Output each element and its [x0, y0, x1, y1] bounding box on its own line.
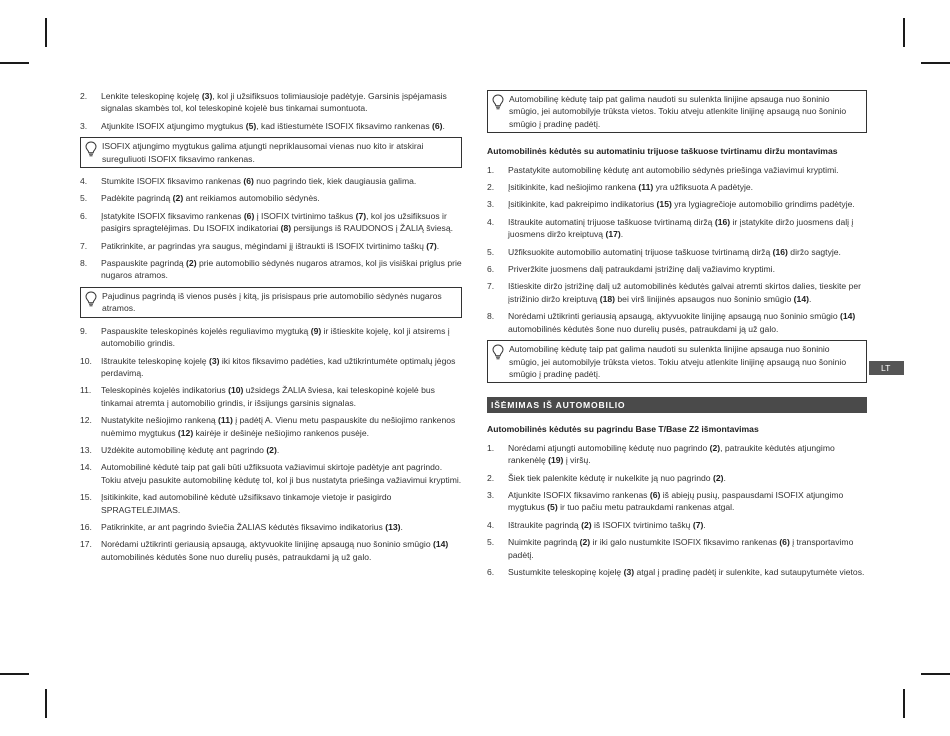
- list-item: [487, 566, 867, 578]
- list-item-number: 8.: [487, 311, 495, 322]
- list-item: [487, 181, 867, 193]
- crop-mark-bottom-left-h: [0, 673, 29, 675]
- list-item-number: 7.: [487, 281, 495, 292]
- list-item: [487, 216, 867, 241]
- list-item: [80, 257, 462, 282]
- left-column: [80, 90, 462, 568]
- list-item-text: Ištieskite diržo įstrižinę dalį už automobilinės kėdutės galvai atremti skirtos dalies, tieskite per įstrižinio diržo kreiptuvą (18) bei virš linijinės apsaugos nuo šoninio smūgio (14).: [508, 281, 861, 304]
- list-item-text: Teleskopinės kojelės indikatorius (10) užsidegs ŽALIA šviesa, kai teleskopinė kojelė bus tinkamai atremta į automobilio grindis, ir išsijungs garsinis signalas.: [101, 385, 435, 408]
- list-item: [80, 461, 462, 486]
- crop-mark-top-left-h: [0, 62, 29, 64]
- list-item-number: 5.: [487, 246, 495, 257]
- right-column: [487, 90, 867, 583]
- list-item-number: 3.: [80, 120, 88, 131]
- note-text: Pajudinus pagrindą iš vienos pusės į kitą, jis prisispaus prie automobilio sėdynės nugaros atramos.: [102, 290, 442, 314]
- list-item-text: Norėdami atjungti automobilinę kėdutę nuo pagrindo (2), patraukite kėdutės atjungimo rankenėlę (19) į viršų.: [508, 442, 835, 466]
- subheading: Automobilinės kėdutės su automatiniu trijuose taškuose tvirtinamu diržu montavimas: [487, 146, 838, 157]
- list-item-number: 2.: [487, 472, 495, 483]
- list-item: [80, 175, 462, 187]
- list-item-text: Padėkite pagrindą (2) ant reikiamos automobilio sėdynės.: [101, 193, 320, 204]
- list-item-number: 3.: [487, 199, 495, 210]
- list-item-text: Ištraukite teleskopinę kojelę (3) iki kitos fiksavimo padėties, kad užtikrintumėte optimalų jėgos perdavimą.: [101, 355, 456, 378]
- list-item-number: 12.: [80, 415, 92, 426]
- note-text: Automobilinę kėdutę taip pat galima naudoti su sulenkta linijine apsauga nuo šoninio smūgio, jei automobilyje trūksta vietos. Tokiu atveju atlenkite linijinę apsaugą nuo šoninio smūgio į pradinę padėtį.: [509, 94, 847, 129]
- crop-mark-bottom-left: [45, 689, 47, 718]
- list-item-text: Nuimkite pagrindą (2) ir iki galo nustumkite ISOFIX fiksavimo rankenas (6) į transportavimo padėtį.: [508, 537, 854, 560]
- list-item: [487, 246, 867, 258]
- note-box: [487, 340, 867, 383]
- list-item: [80, 538, 462, 563]
- list-item-number: 10.: [80, 355, 92, 366]
- list-item-number: 16.: [80, 521, 92, 532]
- crop-mark-top-left: [45, 18, 47, 47]
- list-item-text: Paspauskite teleskopinės kojelės reguliavimo mygtuką (9) ir ištieskite kojelę, kol ji atsirems į automobilio grindis.: [101, 325, 450, 349]
- list-item: [80, 414, 462, 439]
- list-item-text: Patikrinkite, ar ant pagrindo šviečia ŽALIAS kėdutės fiksavimo indikatorius (13).: [101, 521, 403, 532]
- list-item-number: 9.: [80, 325, 88, 336]
- list-item-text: Šiek tiek palenkite kėdutę ir nukelkite ją nuo pagrindo (2).: [508, 472, 726, 483]
- list-item-number: 15.: [80, 492, 92, 503]
- list-item: [487, 310, 867, 335]
- list-item-number: 2.: [80, 91, 88, 101]
- lightbulb-icon: [492, 344, 504, 360]
- list-item-text: Lenkite teleskopinę kojelę (3), kol ji užsifiksuos tolimiausioje padėtyje. Garsinis įspėjamasis signalas skambės tol, kol teleskopinė kojelė bus tinkamai sumontuota.: [101, 91, 447, 114]
- list-item-text: Uždėkite automobilinę kėdutę ant pagrindo (2).: [101, 444, 280, 455]
- list-item-number: 11.: [80, 385, 92, 396]
- crop-mark-top-right-h: [921, 62, 950, 64]
- list-item-text: Stumkite ISOFIX fiksavimo rankenas (6) nuo pagrindo tiek, kiek daugiausia galima.: [101, 176, 417, 187]
- list-item-number: 1.: [487, 164, 495, 175]
- list-item-text: Paspauskite pagrindą (2) prie automobilio sėdynės nugaros atramos, kol jis visiškai priglus prie nugaros atramos.: [101, 258, 462, 281]
- list-item: [487, 519, 867, 531]
- note-box: [80, 287, 462, 318]
- list-item: [80, 325, 462, 350]
- list-item-text: Atjunkite ISOFIX fiksavimo rankenas (6) iš abiejų pusių, paspausdami ISOFIX atjungimo mygtukus (5) ir tuo pačiu metu patraukdami rankenas atgal.: [508, 489, 844, 513]
- list-item: [80, 240, 462, 252]
- note-text: Automobilinę kėdutę taip pat galima naudoti su sulenkta linijine apsauga nuo šoninio smūgio, jei automobilyje trūksta vietos. Tokiu atveju atlenkite linijinę apsaugą nuo šoninio smūgio į pradinę padėtį.: [509, 344, 847, 379]
- list-item-number: 5.: [487, 537, 495, 548]
- note-box: [487, 90, 867, 133]
- subheading: Automobilinės kėdutės su pagrindu Base T/Base Z2 išmontavimas: [487, 424, 759, 435]
- list-item: [487, 442, 867, 467]
- list-item: [487, 263, 867, 275]
- list-item-number: 17.: [80, 539, 92, 550]
- list-item: [80, 120, 462, 132]
- list-item-text: Užfiksuokite automobilio automatinį trijuose taškuose tvirtinamą diržą (16) diržo sagtyje.: [508, 246, 841, 257]
- list-item-text: Ištraukite pagrindą (2) iš ISOFIX tvirtinimo taškų (7).: [508, 519, 706, 530]
- list-item: [487, 489, 867, 514]
- list-item-text: Įsitikinkite, kad pakreipimo indikatorius (15) yra lygiagrečioje automobilio grindims padėtyje.: [508, 199, 855, 210]
- list-item: [487, 536, 867, 561]
- list-item-number: 13.: [80, 444, 92, 455]
- list-item-number: 1.: [487, 442, 495, 453]
- list-item-number: 6.: [487, 264, 495, 275]
- list-item: [80, 192, 462, 204]
- crop-mark-bottom-right-h: [921, 673, 950, 675]
- list-item-text: Norėdami užtikrinti geriausią apsaugą, aktyvuokite linijinę apsaugą nuo šoninio smūgio (14) automobilinės kėdutės šone nuo durelių pusės, patraukdami ją už galo.: [508, 311, 856, 334]
- list-item-number: 4.: [80, 176, 88, 187]
- list-item-text: Nustatykite nešiojimo rankeną (11) į padėtį A. Vienu metu paspauskite du nešiojimo rankenos nuėmimo mygtukus (12) kairėje ir dešinėje nešiojimo rankenos pusėje.: [101, 415, 456, 438]
- list-item-text: Patikrinkite, ar pagrindas yra saugus, mėgindami jį ištraukti iš ISOFIX tvirtinimo taškų (7).: [101, 240, 440, 251]
- list-item-number: 3.: [487, 489, 495, 500]
- list-item: [80, 210, 462, 235]
- list-item: [80, 491, 462, 516]
- list-item-text: Automobilinė kėdutė taip pat gali būti užfiksuota važiavimui skirtoje padėtyje ant pagrindo. Tokiu atveju pasukite automobilinę kėdutę tol, kol ji bus nustatyta priešinga važiavimui kryptimi.: [101, 462, 462, 485]
- list-item-text: Ištraukite automatinį trijuose taškuose tvirtinamą diržą (16) ir įstatykite diržo juosmens dalį į juosmens diržo kreiptuvą (17).: [508, 216, 854, 240]
- list-item-text: Norėdami užtikrinti geriausią apsaugą, aktyvuokite linijinę apsaugą nuo šoninio smūgio (14) automobilinės kėdutės šone nuo durelių pusės, patraukdami ją už galo.: [101, 539, 449, 562]
- lightbulb-icon: [85, 291, 97, 307]
- lightbulb-icon: [85, 141, 97, 157]
- crop-mark-top-right: [903, 18, 905, 47]
- list-item-number: 2.: [487, 182, 495, 193]
- note-text: ISOFIX atjungimo mygtukus galima atjungti nepriklausomai vienas nuo kito ir atskirai sureguliuoti ISOFIX fiksavimo rankenas.: [102, 141, 424, 164]
- list-item: [487, 280, 867, 305]
- list-item-text: Įstatykite ISOFIX fiksavimo rankenas (6) į ISOFIX tvirtinimo taškus (7), kol jos užsifiksuos ir pasigirs spragtelėjimas. Du ISOFIX indikatoriai (8) persijungs iš RAUDONOS į ŽALIĄ šviesą.: [101, 210, 454, 234]
- list-item-number: 4.: [487, 519, 495, 530]
- list-item: [80, 384, 462, 409]
- list-item-number: 5.: [80, 193, 88, 204]
- list-item-text: Sustumkite teleskopinę kojelę (3) atgal į pradinę padėtį ir sulenkite, kad sutaupytumėte vietos.: [508, 566, 865, 577]
- list-item-number: 14.: [80, 462, 92, 473]
- list-item-number: 4.: [487, 216, 495, 227]
- list-item-text: Priveržkite juosmens dalį patraukdami įstrižinę dalį važiavimo kryptimi.: [508, 264, 775, 275]
- list-item: [80, 444, 462, 456]
- list-item-text: Įsitikinkite, kad automobilinė kėdutė užsifiksavo tinkamoje vietoje ir pasigirdo SPRAGTELĖJIMAS.: [101, 492, 392, 515]
- section-heading: IŠĖMIMAS IŠ AUTOMOBILIO: [487, 397, 867, 413]
- language-tab: LT: [869, 361, 904, 375]
- list-item: [80, 521, 462, 533]
- list-item: [487, 472, 867, 484]
- list-item: [80, 90, 462, 115]
- list-item-text: Įsitikinkite, kad nešiojimo rankena (11) yra užfiksuota A padėtyje.: [508, 182, 754, 193]
- list-item-number: 6.: [487, 566, 495, 577]
- crop-mark-bottom-right: [903, 689, 905, 718]
- list-item-number: 6.: [80, 210, 88, 221]
- list-item-text: Pastatykite automobilinę kėdutę ant automobilio sėdynės priešinga važiavimui kryptimi.: [508, 164, 839, 175]
- list-item: [80, 355, 462, 380]
- list-item: [487, 198, 867, 210]
- list-item: [487, 164, 867, 176]
- list-item-number: 7.: [80, 240, 88, 251]
- list-item-text: Atjunkite ISOFIX atjungimo mygtukus (5), kad ištiestumėte ISOFIX fiksavimo rankenas (6).: [101, 120, 445, 131]
- note-box: [80, 137, 462, 168]
- list-item-number: 8.: [80, 258, 88, 269]
- lightbulb-icon: [492, 94, 504, 110]
